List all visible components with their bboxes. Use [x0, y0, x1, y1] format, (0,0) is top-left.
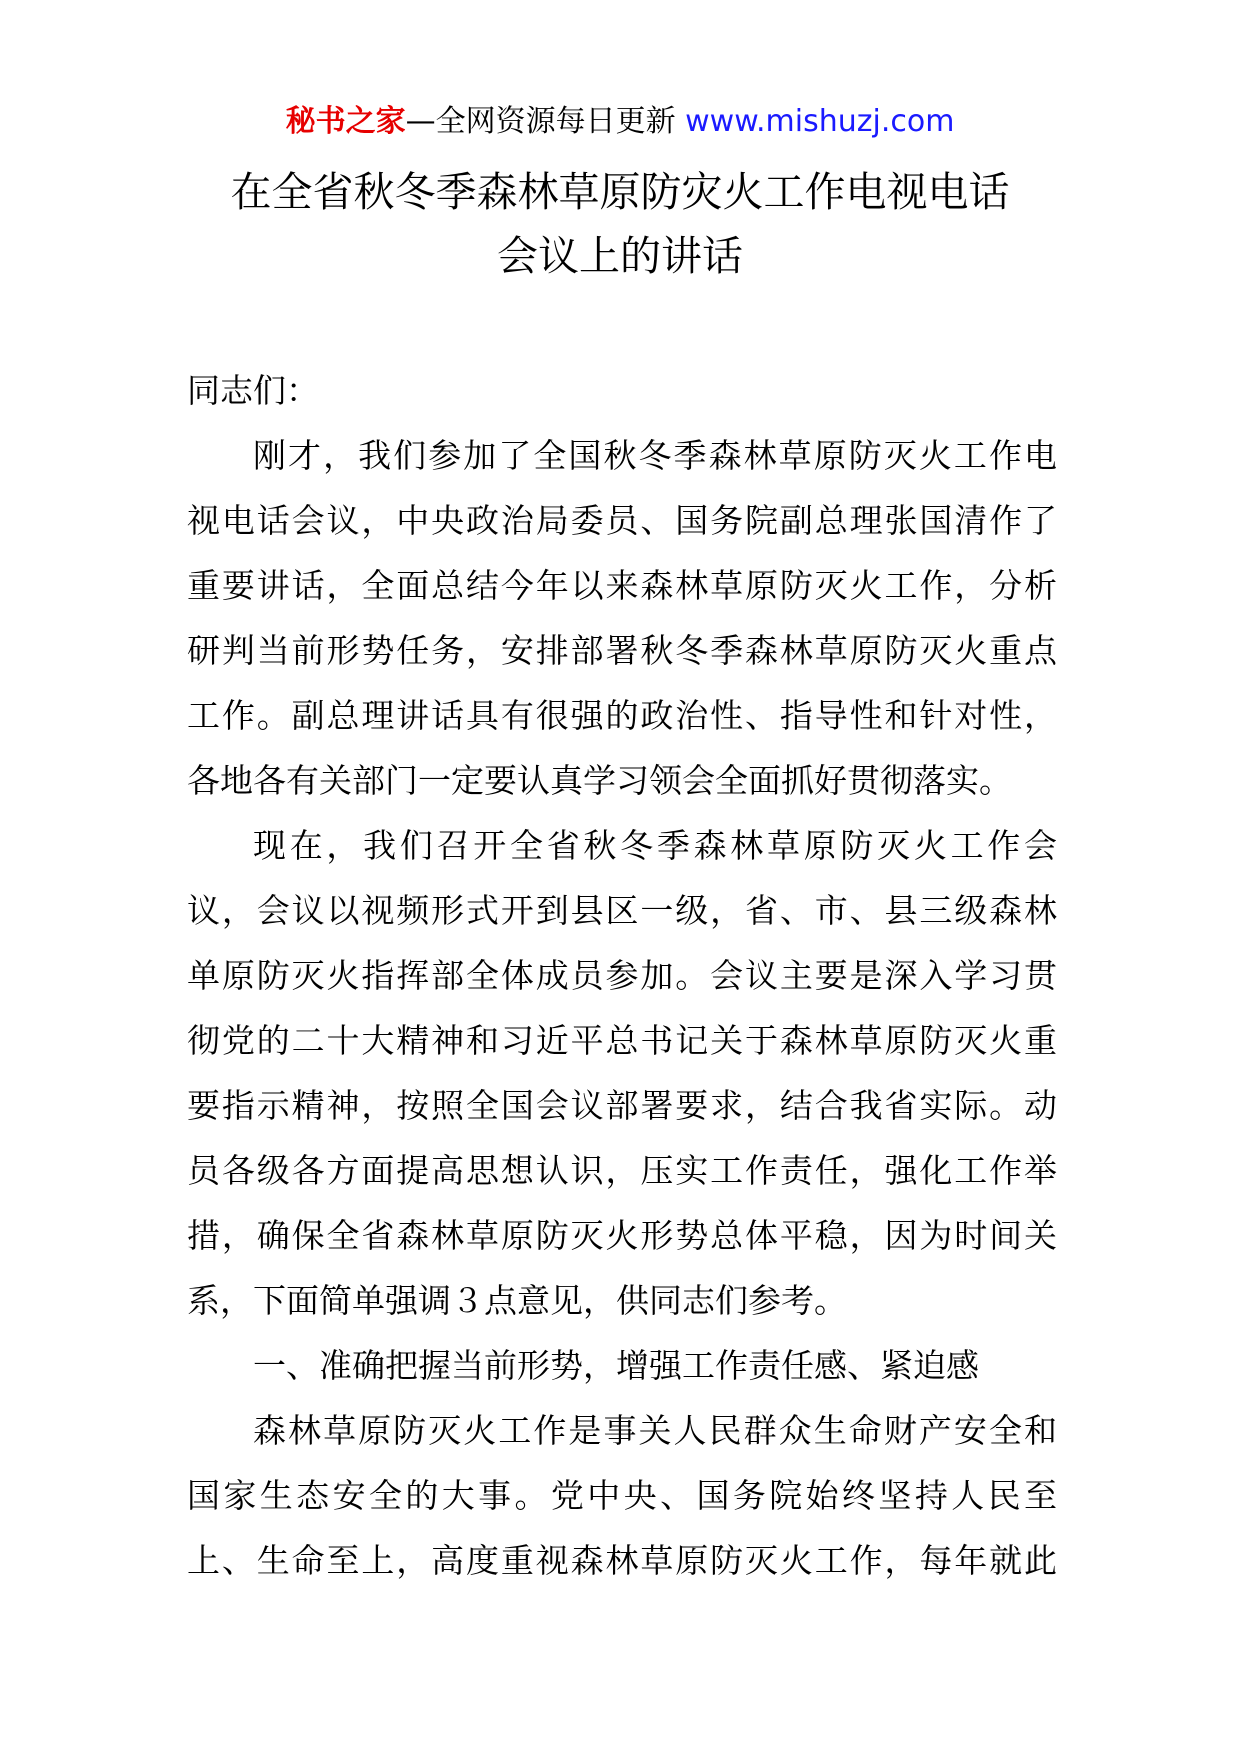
- paragraph-2-line-3: 单原防灭火指挥部全体成员参加。会议主要是深入学习贯: [187, 956, 1057, 995]
- paragraph-3-line-2: 国家生态安全的大事。党中央、国务院始终坚持人民至: [187, 1476, 1057, 1515]
- salutation: 同志们：: [187, 371, 319, 410]
- document-body: [187, 358, 1057, 1593]
- paragraph-2-line-1: 现在，我们召开全省秋冬季森林草原防灭火工作会: [253, 826, 1057, 865]
- section-heading-1: 一、准确把握当前形势，增强工作责任感、紧迫感: [253, 1346, 979, 1385]
- banner-brand: 秘书之家: [285, 104, 406, 139]
- paragraph-2-line-8: 系，下面简单强调３点意见，供同志们参考。: [187, 1281, 847, 1320]
- banner-url[interactable]: www.mishuzj.com: [685, 104, 955, 139]
- document-title: [0, 160, 1240, 288]
- title-line-1: 在全省秋冬季森林草原防灾火工作电视电话: [230, 168, 1010, 216]
- paragraph-2-line-7: 措，确保全省森林草原防灭火形势总体平稳，因为时间关: [187, 1216, 1057, 1255]
- paragraph-3-line-3: 上、生命至上，高度重视森林草原防灭火工作，每年就此: [187, 1541, 1057, 1580]
- paragraph-1-line-5: 工作。副总理讲话具有很强的政治性、指导性和针对性，: [187, 696, 1057, 735]
- paragraph-2-line-6: 员各级各方面提高思想认识，压实工作责任，强化工作举: [187, 1151, 1057, 1190]
- paragraph-1-line-6: 各地各有关部门一定要认真学习领会全面抓好贯彻落实。: [187, 761, 1012, 800]
- paragraph-2-line-2: 议，会议以视频形式开到县区一级，省、市、县三级森林: [187, 891, 1057, 930]
- paragraph-2-line-5: 要指示精神，按照全国会议部署要求，结合我省实际。动: [187, 1086, 1057, 1125]
- paragraph-3-line-1: 森林草原防灭火工作是事关人民群众生命财产安全和: [253, 1411, 1057, 1450]
- paragraph-1-line-2: 视电话会议，中央政治局委员、国务院副总理张国清作了: [187, 501, 1057, 540]
- paragraph-2-line-4: 彻党的二十大精神和习近平总书记关于森林草原防灭火重: [187, 1021, 1057, 1060]
- paragraph-1-line-1: 刚才，我们参加了全国秋冬季森林草原防灭火工作电: [253, 436, 1057, 475]
- paragraph-1-line-4: 研判当前形势任务，安排部署秋冬季森林草原防灭火重点: [187, 631, 1057, 670]
- site-banner: [0, 100, 1240, 144]
- title-line-2: 会议上的讲话: [497, 232, 743, 280]
- banner-tagline: —全网资源每日更新: [405, 104, 686, 139]
- paragraph-1-line-3: 重要讲话，全面总结今年以来森林草原防灭火工作，分析: [187, 566, 1057, 605]
